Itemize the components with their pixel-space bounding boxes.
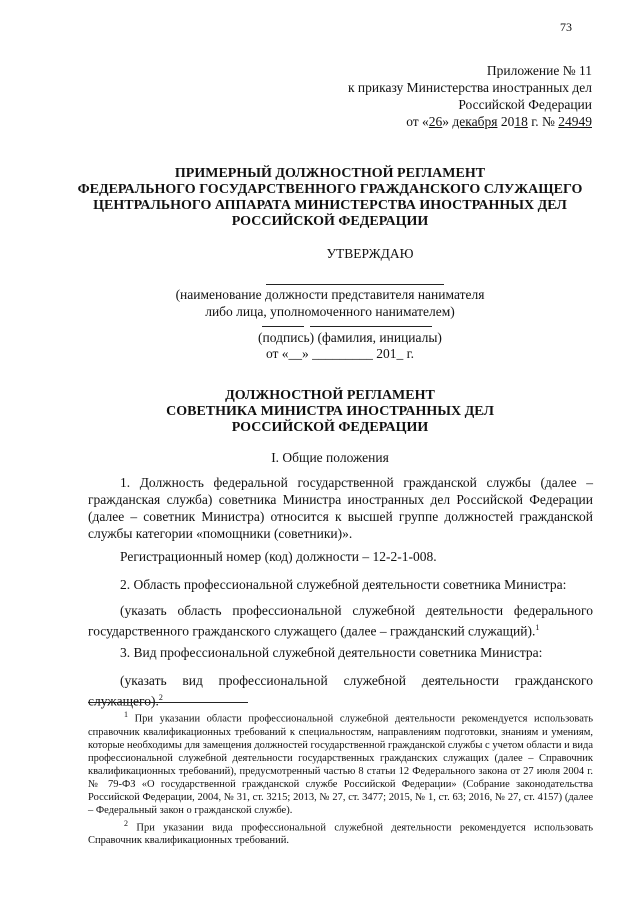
name-line (310, 326, 432, 327)
signature-line (262, 326, 304, 327)
footnote-mark: 2 (124, 818, 128, 828)
position-signature-line (266, 284, 444, 285)
main-title (60, 166, 600, 230)
appendix-number: Приложение № 11 (486, 63, 592, 78)
footnote-1 (88, 708, 593, 817)
footnote-ref-1: 1 (535, 623, 540, 632)
footnote-text: При указании вида профессиональной служебной деятельности рекомендуется использовать Справочник квалификационных требований. (88, 822, 593, 846)
area-text: (указать область профессиональной служебной деятельности федерального государственного гражданского служащего (далее – гражданский служащий). (88, 603, 593, 639)
regulation-title (80, 388, 580, 436)
date-month: декабря (452, 114, 498, 129)
date-after-year: г. № (527, 114, 559, 129)
footnote-2 (88, 817, 593, 848)
page-number: 73 (560, 20, 572, 34)
regulation-title-line: ДОЛЖНОСТНОЙ РЕГЛАМЕНТ (225, 388, 435, 403)
regulation-title-line: РОССИЙСКОЙ ФЕДЕРАЦИИ (231, 420, 429, 435)
date-prefix: от « (406, 114, 429, 129)
appendix-order-ref: к приказу Министерства иностранных дел (348, 80, 592, 95)
date-year: 18 (514, 114, 528, 129)
main-title-line: ПРИМЕРНЫЙ ДОЛЖНОСТНОЙ РЕГЛАМЕНТ (174, 166, 486, 181)
footnotes (88, 708, 593, 847)
main-title-line: РОССИЙСКОЙ ФЕДЕРАЦИИ (231, 214, 429, 229)
approval-date-line: от «__» _________ 201_ г. (265, 346, 415, 361)
paragraph-kind (88, 672, 593, 710)
kind-text: (указать вид профессиональной служебной деятельности гражданского служащего). (88, 673, 593, 709)
footnote-ref-2: 2 (158, 693, 163, 702)
section-heading: I. Общие положения (271, 450, 389, 465)
signature-caption: (подпись) (фамилия, инициалы) (258, 330, 442, 345)
order-number: 24949 (558, 114, 592, 129)
paragraph-2: 2. Область профессиональной служебной деятельности советника Министра: (120, 577, 567, 592)
approval-heading: УТВЕРЖДАЮ (326, 246, 414, 261)
regulation-title-line: СОВЕТНИКА МИНИСТРА ИНОСТРАННЫХ ДЕЛ (166, 404, 494, 419)
appendix-country: Российской Федерации (458, 97, 592, 112)
paragraph-area (88, 602, 593, 640)
footnote-mark: 1 (124, 710, 128, 719)
main-title-line: ЦЕНТРАЛЬНОГО АППАРАТА МИНИСТЕРСТВА ИНОСТРАННЫХ ДЕЛ (93, 198, 567, 213)
appendix-block (252, 62, 592, 130)
year-prefix: 20 (497, 114, 515, 129)
position-caption (160, 286, 500, 320)
footnote-text: При указании области профессиональной служебной деятельности рекомендуется использовать справочник квалификационных требований к специальностям, направлениям подготовки, знаниям и умениям, которые необходимы для замещения должностей государственной гражданской службы с учетом области и вида профессиональной служебной деятельности государственных гражданских служащих (далее – Справочник квалификационных требований), предусмотренный частью 8 статьи 12 Федерального закона от 27 июля 2004 г. № 79-ФЗ «О государственной гражданской службе Российской Федерации» (Собрание законодательства Российской Федерации, 2004, № 31, ст. 3215; 2013, № 27, ст. 3477; 2015, № 1, ст. 63; 2016, № 27, ст. 4157) (далее – Федеральный закон о гражданской службе). (88, 713, 593, 816)
appendix-date (252, 113, 592, 130)
position-caption-line: либо лица, уполномоченного нанимателем) (205, 304, 455, 319)
footnote-divider (88, 702, 248, 703)
date-day: 26 (428, 114, 443, 129)
date-mid: » (442, 114, 453, 129)
position-caption-line: (наименование должности представителя нанимателя (175, 287, 485, 302)
paragraph-3: 3. Вид профессиональной служебной деятельности советника Министра: (120, 645, 543, 660)
main-title-line: ФЕДЕРАЛЬНОГО ГОСУДАРСТВЕННОГО ГРАЖДАНСКОГО СЛУЖАЩЕГО (77, 182, 583, 197)
paragraph-registration: Регистрационный номер (код) должности – 12-2-1-008. (120, 549, 437, 564)
paragraph-1: 1. Должность федеральной государственной гражданской службы (далее – гражданская служба) советника Министра иностранных дел Российской Федерации (далее – советник Министра) относится к высшей группе должностей гражданской службы категории «помощники (советники)». (88, 475, 593, 541)
